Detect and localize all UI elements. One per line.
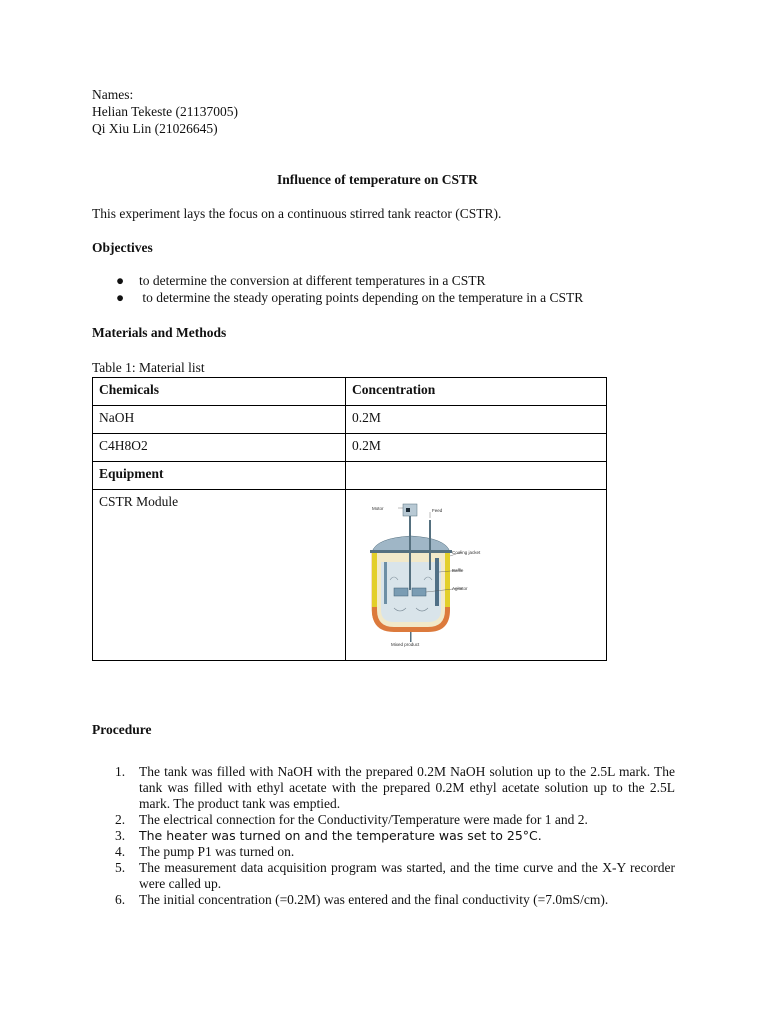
names-label: Names:	[92, 87, 134, 102]
table-row	[93, 406, 607, 434]
label-cooling-jacket: Cooling jacket	[452, 550, 481, 555]
equipment-header-row	[93, 462, 607, 490]
chemical-concentration: 0.2M	[346, 434, 607, 462]
label-agitator: Agitator	[452, 586, 468, 591]
outlet-pipe	[410, 632, 412, 642]
label-motor: Motor	[372, 506, 384, 511]
table-row	[93, 490, 607, 661]
bullet-icon: ●	[116, 290, 125, 305]
intro-paragraph: This experiment lays the focus on a continuous stirred tank reactor (CSTR).	[92, 206, 502, 221]
procedure-step: 2. The electrical connection for the Conductivity/Temperature were made for 1 and 2.	[115, 812, 588, 827]
agitator-blade-right	[412, 588, 426, 596]
table-caption: Table 1: Material list	[92, 360, 205, 375]
chemical-concentration: 0.2M	[346, 406, 607, 434]
table-header-concentration: Concentration	[346, 378, 607, 406]
materials-heading: Materials and Methods	[92, 325, 227, 340]
agitator-blade-left	[394, 588, 408, 596]
author-name-2: Qi Xiu Lin (21026645)	[92, 121, 218, 136]
label-baffle: Baffle	[452, 568, 464, 573]
author-name-1: Helian Tekeste (21137005)	[92, 104, 239, 119]
table-row	[93, 434, 607, 462]
procedure-step: 1. The tank was filled with NaOH with the prepared 0.2M NaOH solution up to the 2.5L mark. The tank was filled with ethyl acetate with the prepared 0.2M ethyl acetate solution up to the 2.5L mark. The product tank was emptied.	[115, 764, 675, 811]
bullet-icon: ●	[116, 273, 125, 288]
procedure-list	[92, 764, 675, 908]
chemical-name: C4H8O2	[93, 434, 346, 462]
label-feed: Feed	[432, 508, 443, 513]
agitator-shaft	[409, 516, 411, 590]
procedure-step: 6. The initial concentration (=0.2M) was entered and the final conductivity (=7.0mS/cm).	[115, 892, 609, 907]
empty-cell	[346, 462, 607, 490]
objectives-heading: Objectives	[92, 240, 153, 255]
jacket-left	[372, 552, 377, 607]
cstr-diagram-cell	[346, 490, 607, 661]
table-header-equipment: Equipment	[93, 462, 346, 490]
procedure-step: 4. The pump P1 was turned on.	[115, 844, 295, 859]
label-mixed-product: Mixed product	[391, 642, 420, 647]
procedure-step: 5. The measurement data acquisition program was started, and the time curve and the X-Y recorder were called up.	[115, 860, 675, 891]
procedure-step: 3. The heater was turned on and the temperature was set to 25°C.	[115, 828, 542, 843]
cstr-diagram	[346, 490, 606, 658]
table-header-chemicals: Chemicals	[93, 378, 346, 406]
baffle-right	[435, 558, 439, 606]
equipment-name: CSTR Module	[93, 490, 346, 661]
procedure-heading: Procedure	[92, 722, 152, 737]
feed-pipe	[429, 520, 431, 570]
jacket-right	[445, 552, 450, 607]
material-table	[92, 377, 607, 661]
baffle-left	[384, 562, 387, 604]
chemical-name: NaOH	[93, 406, 346, 434]
motor-indicator	[406, 508, 410, 512]
table-header-row	[93, 378, 607, 406]
document-title: Influence of temperature on CSTR	[277, 172, 478, 187]
